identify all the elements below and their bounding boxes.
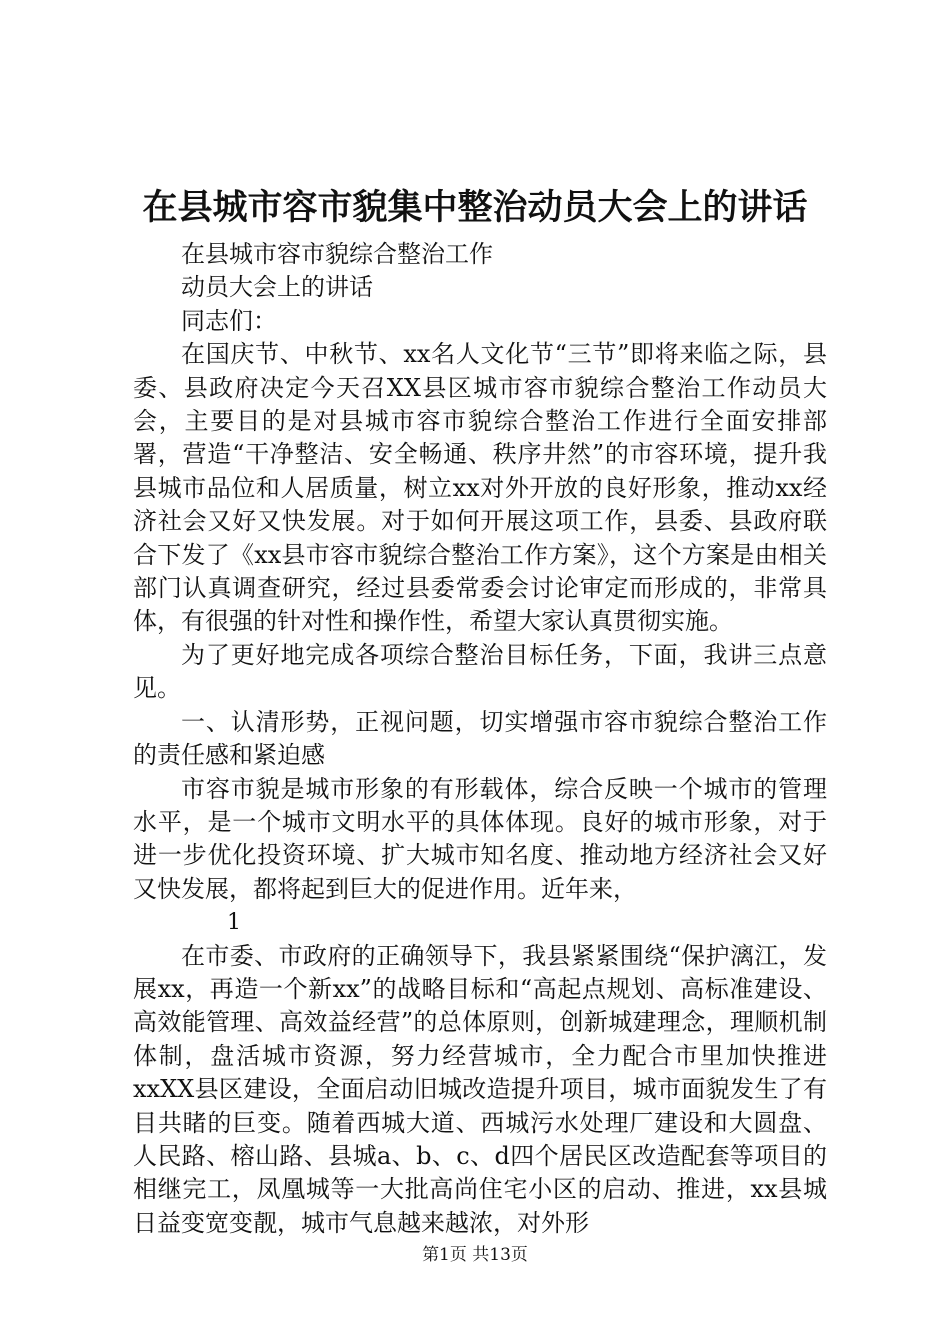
document-title: 在县城市容市貌集中整治动员大会上的讲话 [142,187,808,228]
page-footer: 第1页 共13页 [422,1245,528,1265]
paragraph: 在市委、市政府的正确领导下，我县紧紧围绕“保护漓江，发展xx，再造一个新xx”的战略目标和“高起点规划、高标准建设、高效能管理、高效益经营”的总体原则，创新城建理念，理顺机制体制，盘活城市资源，努力经营城市，全力配合市里加快推进xxXX县区建设，全面启动旧城改造提升项目，城市面貌发生了有目共睹的巨变。随着西城大道、西城污水处理厂建设和大圆盘、人民路、榕山路、县城a、b、c、d四个居民区改造配套等项目的相继完工，凤凰城等一大批高尚住宅小区的启动、推进，xx县城日益变宽变靓，城市气息越来越浓，对外形 [133,941,827,1237]
salutation: 同志们： [181,306,277,335]
paragraph: 在国庆节、中秋节、xx名人文化节“三节”即将来临之际，县委、县政府决定今天召XX县区城市容市貌综合整治工作动员大会，主要目的是对县城市容市貌综合整治工作进行全面安排部署，营造“干净整洁、安全畅通、秩序井然”的市容环境，提升我县城市品位和人居质量，树立xx对外开放的良好形象，推动xx经济社会又好又快发展。对于如何开展这项工作，县委、县政府联合下发了《xx县市容市貌综合整治工作方案》，这个方案是由相关部门认真调查研究，经过县委常委会讨论审定而形成的，非常具体，有很强的针对性和操作性，希望大家认真贯彻实施。 [133,340,827,636]
inline-page-marker: 1 [227,910,241,936]
subtitle-line-2: 动员大会上的讲话 [181,273,373,302]
subtitle-line-1: 在县城市容市貌综合整治工作 [181,240,493,268]
paragraph: 为了更好地完成各项综合整治目标任务，下面，我讲三点意见。 [133,640,827,703]
section-heading: 一、认清形势，正视问题，切实增强市容市貌综合整治工作的责任感和紧迫感 [133,707,827,770]
document-body [133,238,827,1240]
paragraph: 市容市貌是城市形象的有形载体，综合反映一个城市的管理水平，是一个城市文明水平的具体体现。良好的城市形象，对于进一步优化投资环境、扩大城市知名度、推动地方经济社会又好又快发展，都将起到巨大的促进作用。近年来， [133,774,827,903]
